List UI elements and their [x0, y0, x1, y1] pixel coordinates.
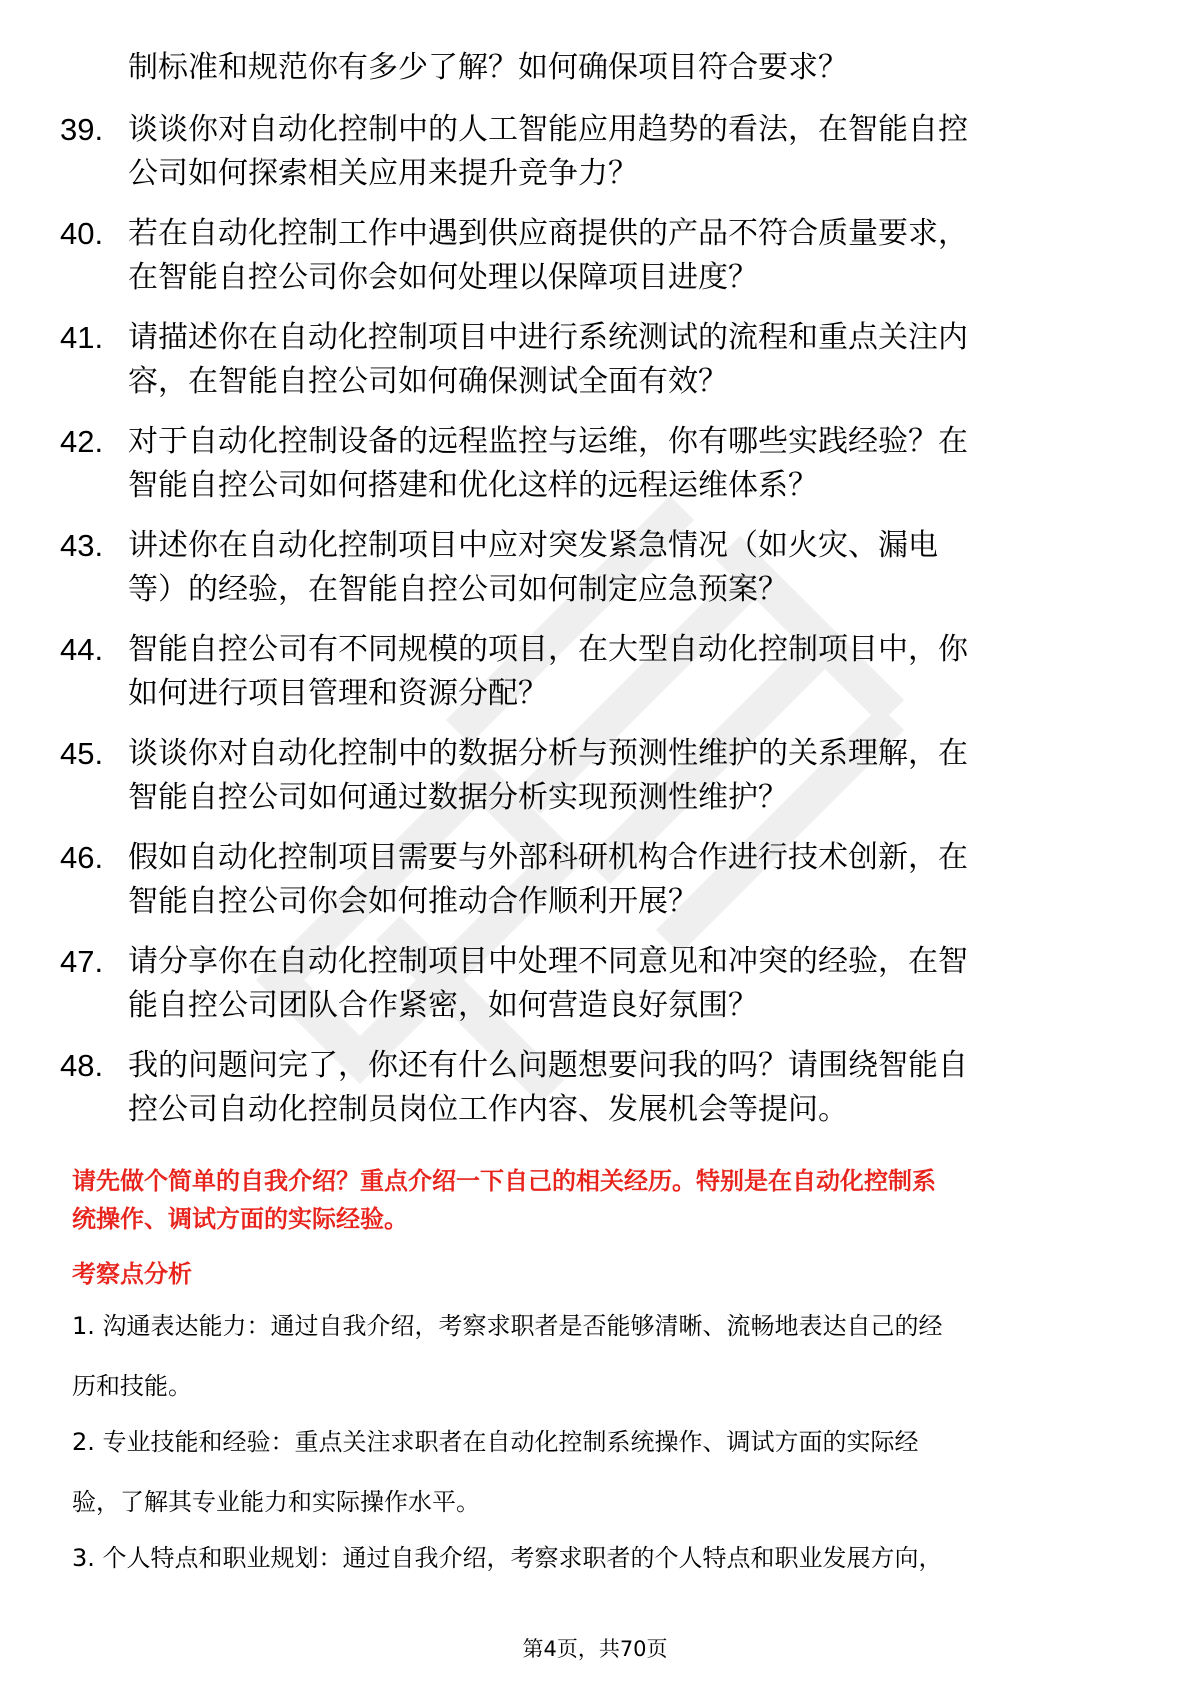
question-number: 44.: [60, 632, 104, 667]
question-item: [60, 836, 1140, 922]
question-text: 对于自动化控制设备的远程监控与运维，你有哪些实践经验？在 智能自控公司如何搭建和优化这样的远程运维体系？: [128, 424, 968, 503]
question-text: 请分享你在自动化控制项目中处理不同意见和冲突的经验，在智 能自控公司团队合作紧密，如何营造良好氛围？: [128, 944, 968, 1023]
question-text: 若在自动化控制工作中遇到供应商提供的产品不符合质量要求， 在智能自控公司你会如何处理以保障项目进度？: [128, 216, 968, 295]
question-text: 请描述你在自动化控制项目中进行系统测试的流程和重点关注内 容，在智能自控公司如何确保测试全面有效？: [128, 320, 968, 399]
question-38-continuation: 制标准和规范你有多少了解？如何确保项目符合要求？: [128, 50, 848, 85]
question-item: [60, 628, 1140, 714]
question-item: [60, 732, 1140, 818]
question-number: 45.: [60, 736, 104, 771]
analysis-point: [72, 1296, 1132, 1416]
question-item: [60, 420, 1140, 506]
page-number-footer: 第4页，共70页: [522, 1637, 668, 1661]
question-item: [60, 212, 1140, 298]
question-number: 39.: [60, 112, 104, 147]
analysis-point: [72, 1412, 1132, 1532]
question-item: [60, 108, 1140, 194]
question-list: [60, 108, 1140, 1148]
question-text: 谈谈你对自动化控制中的数据分析与预测性维护的关系理解，在 智能自控公司如何通过数据分析实现预测性维护？: [128, 736, 968, 815]
question-text: 我的问题问完了，你还有什么问题想要问我的吗？请围绕智能自 控公司自动化控制员岗位工作内容、发展机会等提问。: [128, 1048, 968, 1127]
analysis-point: [72, 1528, 1132, 1588]
question-number: 43.: [60, 528, 104, 563]
analysis-point-text: 3. 个人特点和职业规划：通过自我介绍，考察求职者的个人特点和职业发展方向，: [72, 1544, 943, 1572]
question-item: [60, 940, 1140, 1026]
question-item: [60, 1044, 1140, 1130]
question-text: 假如自动化控制项目需要与外部科研机构合作进行技术创新，在 智能自控公司你会如何推动合作顺利开展？: [128, 840, 968, 919]
question-number: 42.: [60, 424, 104, 459]
question-number: 41.: [60, 320, 104, 355]
question-item: [60, 524, 1140, 610]
analysis-heading: 考察点分析: [72, 1260, 192, 1288]
question-number: 47.: [60, 944, 104, 979]
question-number: 40.: [60, 216, 104, 251]
question-text: 讲述你在自动化控制项目中应对突发紧急情况（如火灾、漏电 等）的经验，在智能自控公司如何制定应急预案？: [128, 528, 938, 607]
question-number: 46.: [60, 840, 104, 875]
question-number: 48.: [60, 1048, 104, 1083]
analysis-point-text: 1. 沟通表达能力：通过自我介绍，考察求职者是否能够清晰、流畅地表达自己的经 历和技能。: [72, 1312, 943, 1400]
question-text: 智能自控公司有不同规模的项目，在大型自动化控制项目中，你 如何进行项目管理和资源分配？: [128, 632, 968, 711]
analysis-point-text: 2. 专业技能和经验：重点关注求职者在自动化控制系统操作、调试方面的实际经 验，了解其专业能力和实际操作水平。: [72, 1428, 919, 1516]
question-item: [60, 316, 1140, 402]
question-text: 谈谈你对自动化控制中的人工智能应用趋势的看法，在智能自控 公司如何探索相关应用来提升竞争力？: [128, 112, 968, 191]
highlighted-question: 请先做个简单的自我介绍？重点介绍一下自己的相关经历。特别是在自动化控制系 统操作、调试方面的实际经验。: [72, 1167, 936, 1233]
